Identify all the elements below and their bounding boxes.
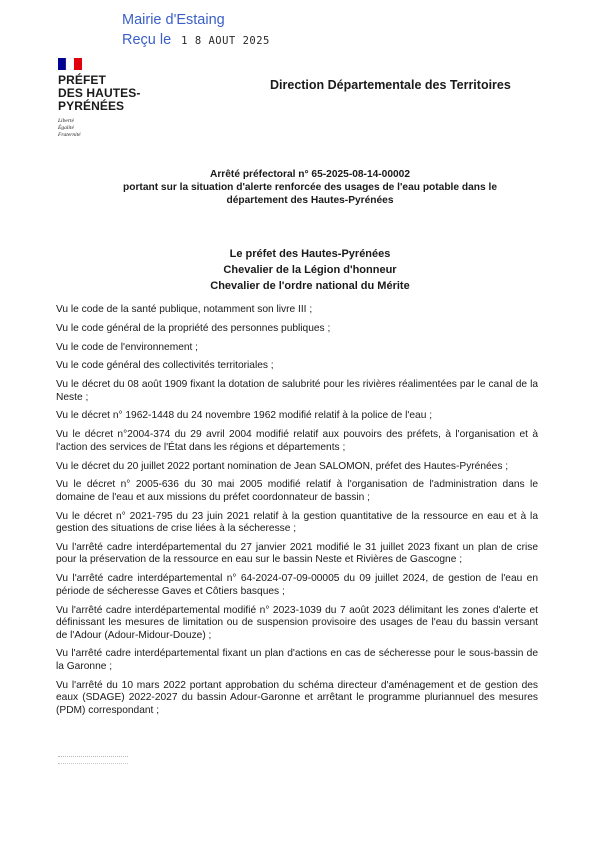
arrete-number: Arrêté préfectoral n° 65-2025-08-14-00002 (209, 169, 410, 180)
visa-item: Vu le décret n° 2005-636 du 30 mai 2005 modifié relatif à l'organisation de l'administration dans le domaine de l'eau et aux missions du préfet coordonnateur de bassin ; (56, 479, 538, 503)
visa-item: Vu le décret n°2004-374 du 29 avril 2004 modifié relatif aux pouvoirs des préfets, à l'organisation et à l'action des services de l'État dans les régions et départements ; (56, 429, 538, 453)
visa-item: Vu l'arrêté cadre interdépartemental fixant un plan d'actions en cas de sécheresse pour le sous-bassin de la Garonne ; (56, 648, 538, 672)
prefecture-logo (58, 58, 158, 139)
stamp-date: 1 8 AOUT 2025 (181, 35, 270, 47)
republic-motto: Liberté Égalité Fraternité (58, 118, 81, 138)
direction-title: Direction Départementale des Territoires (270, 78, 511, 92)
arrete-subject-line2: département des Hautes-Pyrénées (226, 195, 394, 206)
visa-item: Vu l'arrêté cadre interdépartemental modifié n° 2023-1039 du 7 août 2023 délimitant les zones d'alerte et définissant les mesures de limitation ou de suspension provisoire des usages de l'eau du bassin versant de l'Adour (Adour-Midour-Douze) ; (56, 604, 538, 641)
prefet-honour-2: Chevalier de l'ordre national du Mérite (210, 280, 410, 292)
visa-item: Vu l'arrêté cadre interdépartemental du 27 janvier 2021 modifié le 31 juillet 2023 fixant un plan de crise pour la préservation de la ressource en eau sur le bassin Neste et Rivières de Gascogne ; (56, 541, 538, 566)
visa-item: Vu le code de l'environnement ; (56, 341, 199, 353)
visa-item: Vu l'arrêté cadre interdépartemental n° 64-2024-07-09-00005 du 09 juillet 2024, de gestion de l'eau en période de sécheresse Gaves et Côtiers basques ; (56, 573, 538, 597)
prefet-name: PRÉFET DES HAUTES- PYRÉNÉES (58, 73, 141, 113)
visa-item: Vu le code de la santé publique, notamment son livre III ; (56, 304, 313, 315)
arrete-subject-line1: portant sur la situation d'alerte renforcée des usages de l'eau potable dans le (123, 182, 497, 193)
stamp-mairie: Mairie d'Estaing (122, 12, 225, 28)
visa-item: Vu le code général de la propriété des personnes publiques ; (56, 322, 331, 334)
reception-stamp (122, 10, 270, 51)
stamp-received (122, 30, 270, 51)
visa-item: Vu le décret n° 1962-1448 du 24 novembre 1962 modifié relatif à la police de l'eau ; (56, 410, 433, 422)
prefet-titles (60, 246, 560, 294)
visa-item: Vu le décret du 08 août 1909 fixant la dotation de salubrité pour les rivières réalimentées par le canal de la Neste ; (56, 379, 538, 403)
stamp-received-label: Reçu le (122, 32, 172, 48)
visa-item: Vu le décret du 20 juillet 2022 portant nomination de Jean SALOMON, préfet des Hautes-Pyrénées ; (56, 460, 509, 472)
prefet-title: Le préfet des Hautes-Pyrénées (229, 248, 391, 260)
visas-list (56, 304, 538, 723)
arrete-title (60, 168, 560, 207)
marianne-flag-icon (58, 58, 82, 70)
prefet-honour-1: Chevalier de la Légion d'honneur (223, 264, 397, 276)
visa-item: Vu le code général des collectivités territoriales ; (56, 360, 274, 372)
visa-item: Vu le décret n° 2021-795 du 23 juin 2021 relatif à la gestion quantitative de la ressource en eau et à la gestion des situations de crise liées à la sécheresse ; (56, 510, 538, 535)
scan-artifact (58, 756, 128, 764)
visa-item: Vu l'arrêté du 10 mars 2022 portant approbation du schéma directeur d'aménagement et de gestion des eaux (SDAGE) 2022-2027 du bassin Adour-Garonne et arrêtant le programme pluriannuel des mesures (PDM) correspondant ; (56, 679, 538, 716)
